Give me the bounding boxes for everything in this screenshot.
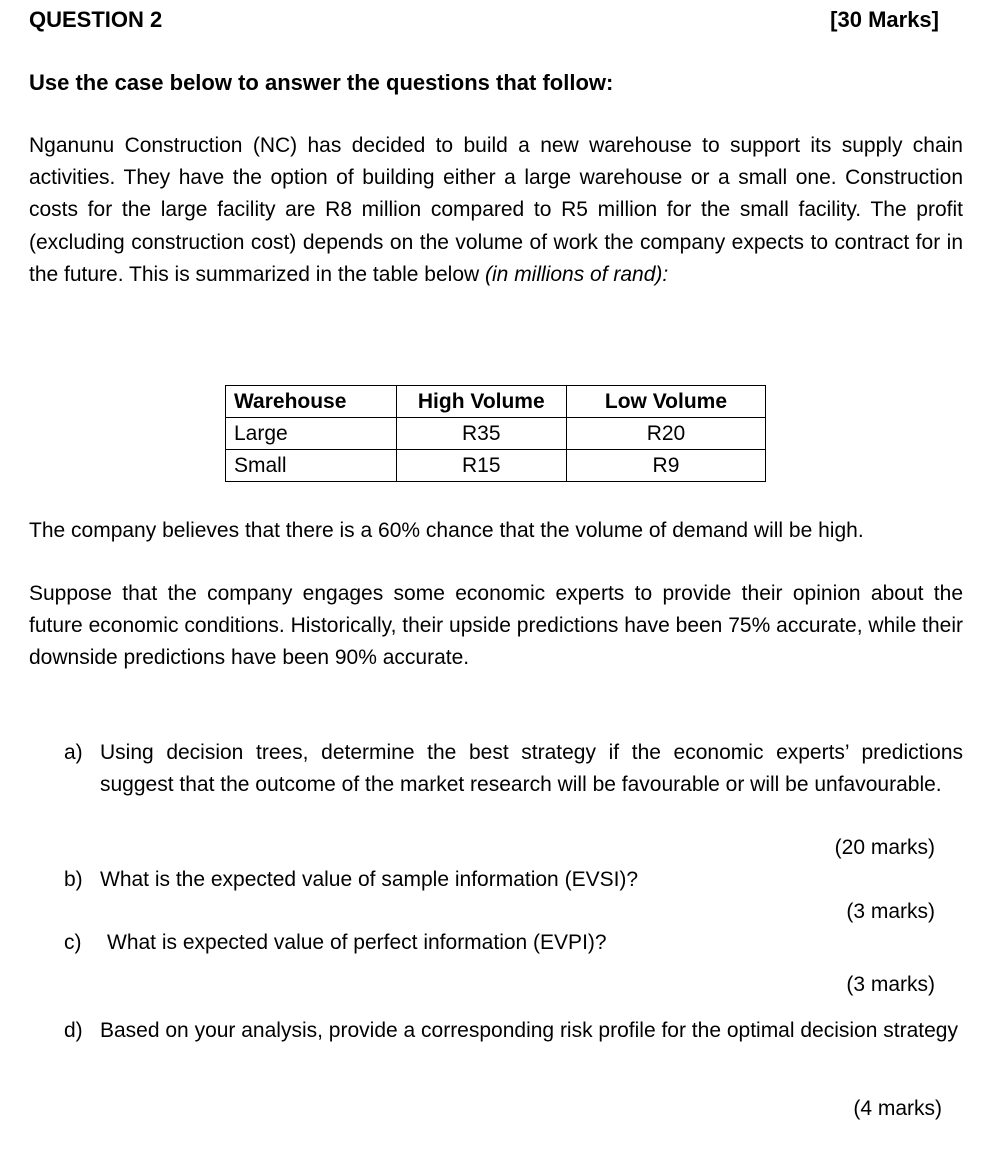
table-header-cell: Low Volume: [566, 386, 765, 418]
case-paragraph-italic: (in millions of rand):: [485, 262, 669, 286]
table-cell: Small: [226, 450, 397, 482]
case-paragraph: [29, 130, 963, 291]
table-cell: R20: [566, 418, 765, 450]
table-row: [226, 418, 766, 450]
experts-paragraph: Suppose that the company engages some economic experts to provide their opinion about the future economic conditions. Historically, their upside predictions have been 75% accurate, while their downside predictions have been 90% accurate.: [29, 582, 963, 670]
probability-text: The company believes that there is a 60% chance that the volume of demand will be high.: [29, 519, 864, 542]
question-c-text: What is expected value of perfect information (EVPI)?: [107, 931, 607, 954]
question-b-text: What is the expected value of sample information (EVSI)?: [100, 868, 639, 891]
question-d-text: Based on your analysis, provide a corresponding risk profile for the optimal decision strategy: [100, 1019, 958, 1042]
question-title: QUESTION 2: [29, 7, 163, 32]
question-b-marks: (3 marks): [846, 900, 935, 923]
table-cell: Large: [226, 418, 397, 450]
total-marks: [30 Marks]: [830, 7, 939, 32]
question-c: [64, 927, 963, 959]
table-cell: R15: [396, 450, 566, 482]
question-a-text: Using decision trees, determine the best strategy if the economic experts’ predictions suggest that the outcome of the market research will be favourable or will be unfavourable.: [100, 741, 963, 796]
question-a-marks: (20 marks): [834, 836, 935, 859]
table-row: [226, 450, 766, 482]
table-cell: R35: [396, 418, 566, 450]
question-c-letter: c): [64, 931, 82, 954]
question-d-letter: d): [64, 1019, 83, 1042]
instruction-heading: Use the case below to answer the questions that follow:: [29, 70, 614, 95]
table-header-row: [226, 386, 766, 418]
question-a-letter: a): [64, 741, 83, 764]
table-header-cell: High Volume: [396, 386, 566, 418]
table-header-cell: Warehouse: [226, 386, 397, 418]
profit-table: [225, 385, 766, 482]
case-paragraph-text: Nganunu Construction (NC) has decided to build a new warehouse to support its supply chain activities. They have the option of building either a large warehouse or a small one. Construction costs for the large facility are R8 million compared to R5 million for the small facility. The profit (excluding construction cost) depends on the volume of work the company expects to contract for in the future. This is summarized in the table below: [29, 134, 963, 286]
question-b: [64, 864, 963, 896]
question-d-marks: (4 marks): [853, 1097, 942, 1120]
question-a: [64, 737, 963, 833]
question-c-marks: (3 marks): [846, 973, 935, 996]
table-cell: R9: [566, 450, 765, 482]
question-b-letter: b): [64, 868, 83, 891]
question-d: [64, 1010, 963, 1100]
